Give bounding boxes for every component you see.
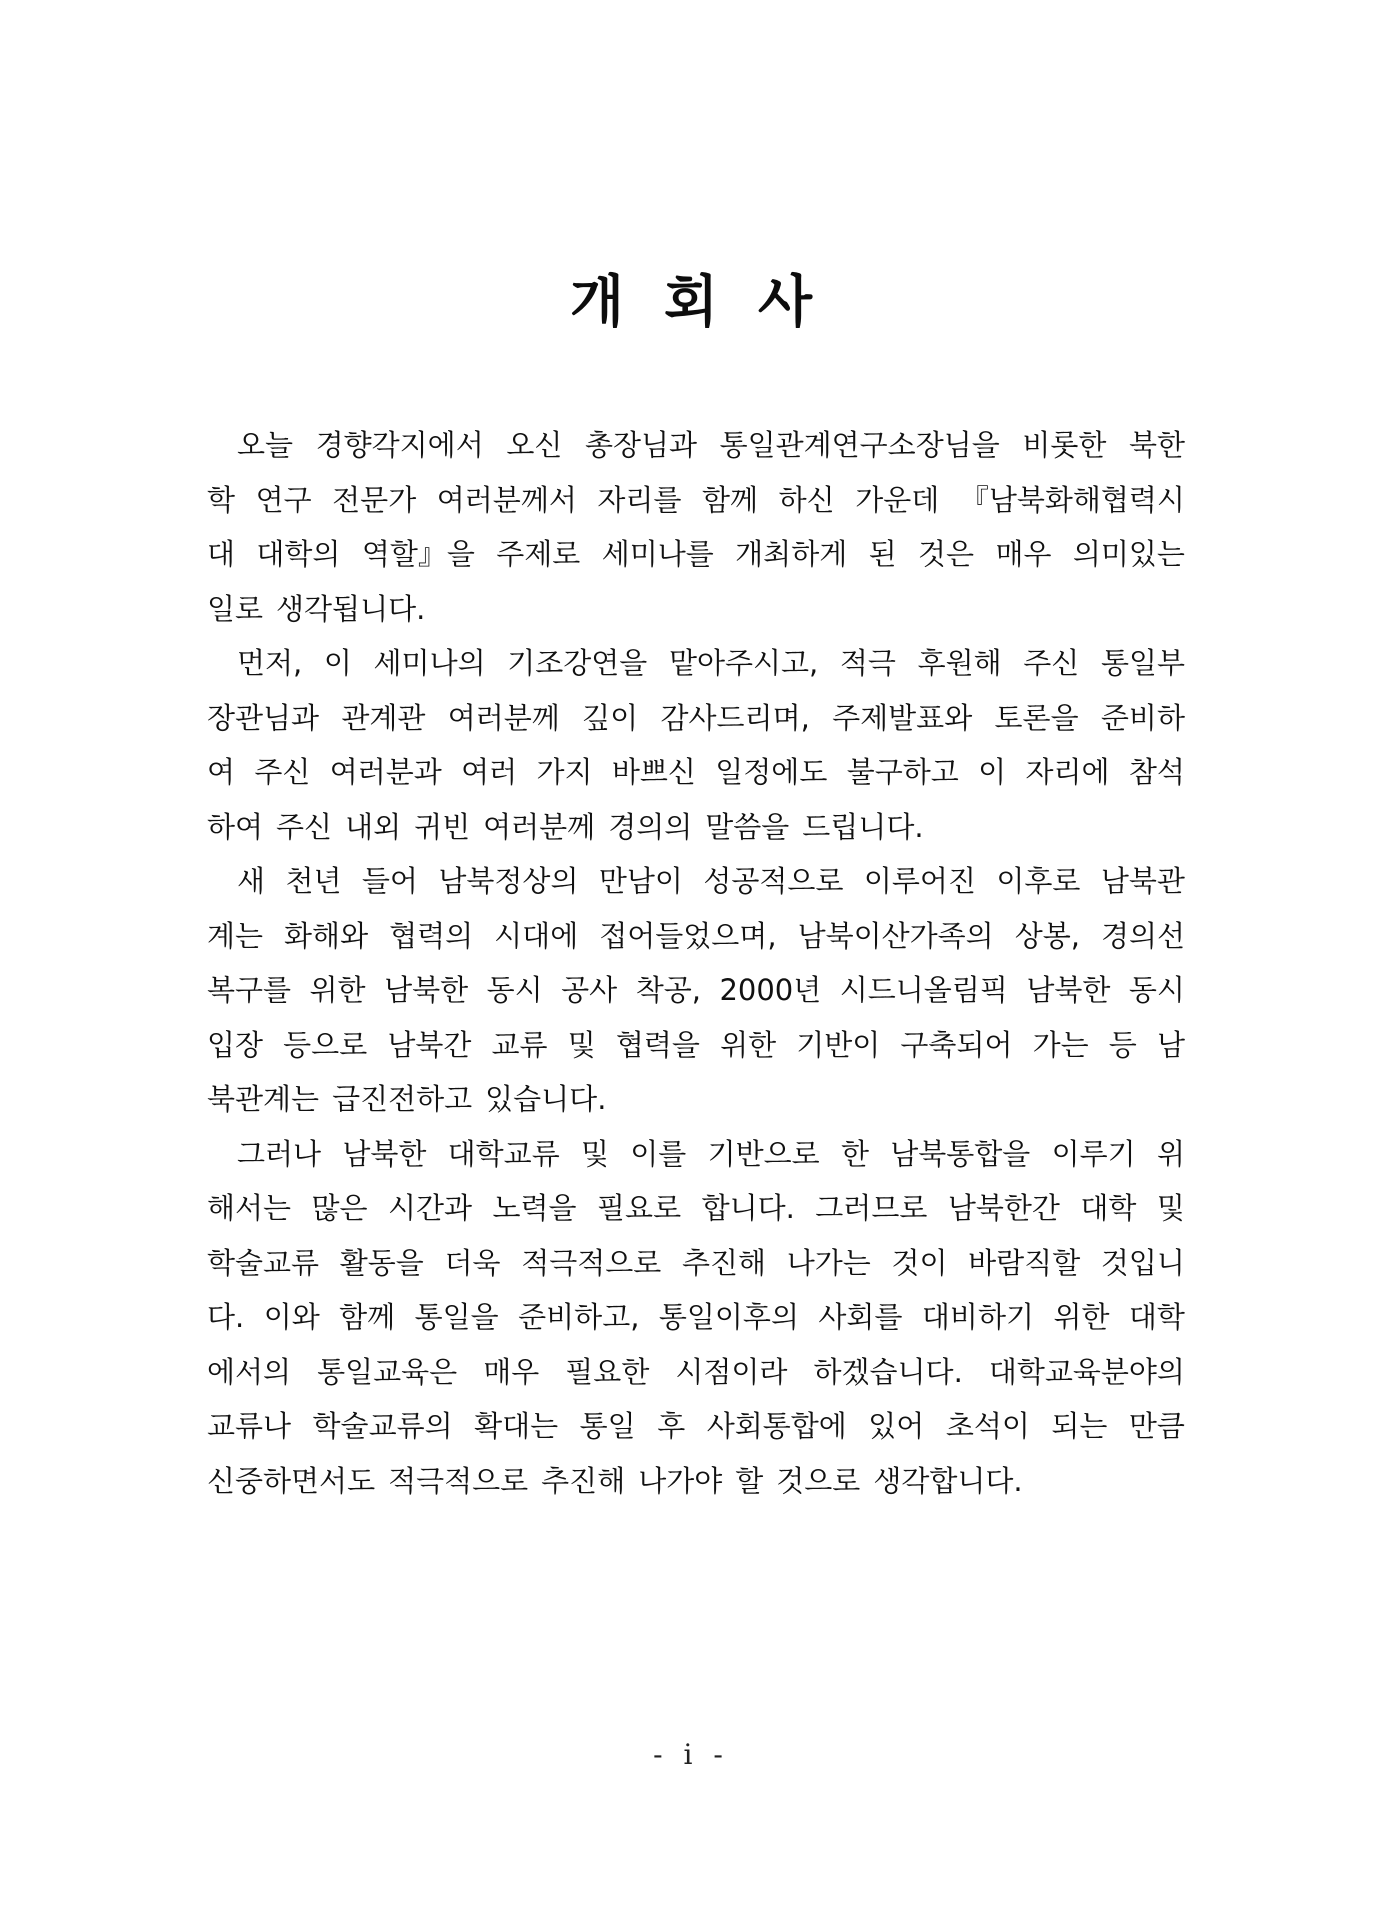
body-text: [207, 418, 1185, 1508]
text-line: 대 대학의 역할』을 주제로 세미나를 개최하게 된 것은 매우 의미있는: [207, 537, 1185, 571]
text-line: 다. 이와 함께 통일을 준비하고, 통일이후의 사회를 대비하기 위한 대학: [207, 1300, 1185, 1334]
text-line: 입장 등으로 남북간 교류 및 협력을 위한 기반이 구축되어 가는 등 남: [207, 1027, 1185, 1062]
text-line: 해서는 많은 시간과 노력을 필요로 합니다. 그러므로 남북한간 대학 및: [207, 1191, 1185, 1225]
text-line: 학 연구 전문가 여러분께서 자리를 함께 하신 가운데 『남북화해협력시: [207, 482, 1185, 517]
text-line: 하여 주신 내외 귀빈 여러분께 경의의 말씀을 드립니다.: [207, 809, 924, 844]
text-line: 여 주신 여러분과 여러 가지 바쁘신 일정에도 불구하고 이 자리에 참석: [207, 755, 1185, 789]
text-line: 북관계는 급진전하고 있습니다.: [207, 1082, 607, 1116]
page-number: - i -: [653, 1738, 729, 1771]
text-line: 일로 생각됩니다.: [207, 591, 426, 626]
text-line: 교류나 학술교류의 확대는 통일 후 사회통합에 있어 초석이 되는 만큼: [207, 1409, 1185, 1443]
text-line: 에서의 통일교육은 매우 필요한 시점이라 하겠습니다. 대학교육분야의: [207, 1354, 1185, 1389]
text-line: 학술교류 활동을 더욱 적극적으로 추진해 나가는 것이 바람직할 것입니: [207, 1245, 1185, 1280]
text-line: 계는 화해와 협력의 시대에 접어들었으며, 남북이산가족의 상봉, 경의선: [207, 918, 1185, 953]
text-line: 그러나 남북한 대학교류 및 이를 기반으로 한 남북통합을 이루기 위: [237, 1136, 1185, 1171]
page-title: 개회사: [569, 270, 853, 335]
text-line: 장관님과 관계관 여러분께 깊이 감사드리며, 주제발표와 토론을 준비하: [207, 700, 1185, 735]
text-line: 먼저, 이 세미나의 기조강연을 맡아주시고, 적극 후원해 주신 통일부: [237, 646, 1185, 680]
text-line: 새 천년 들어 남북정상의 만남이 성공적으로 이루어진 이후로 남북관: [237, 864, 1185, 898]
text-line: 오늘 경향각지에서 오신 총장님과 통일관계연구소장님을 비롯한 북한: [237, 428, 1185, 462]
text-line: 신중하면서도 적극적으로 추진해 나가야 할 것으로 생각합니다.: [207, 1463, 1023, 1498]
text-line: 복구를 위한 남북한 동시 공사 착공, 2000년 시드니올림픽 남북한 동시: [207, 973, 1185, 1007]
